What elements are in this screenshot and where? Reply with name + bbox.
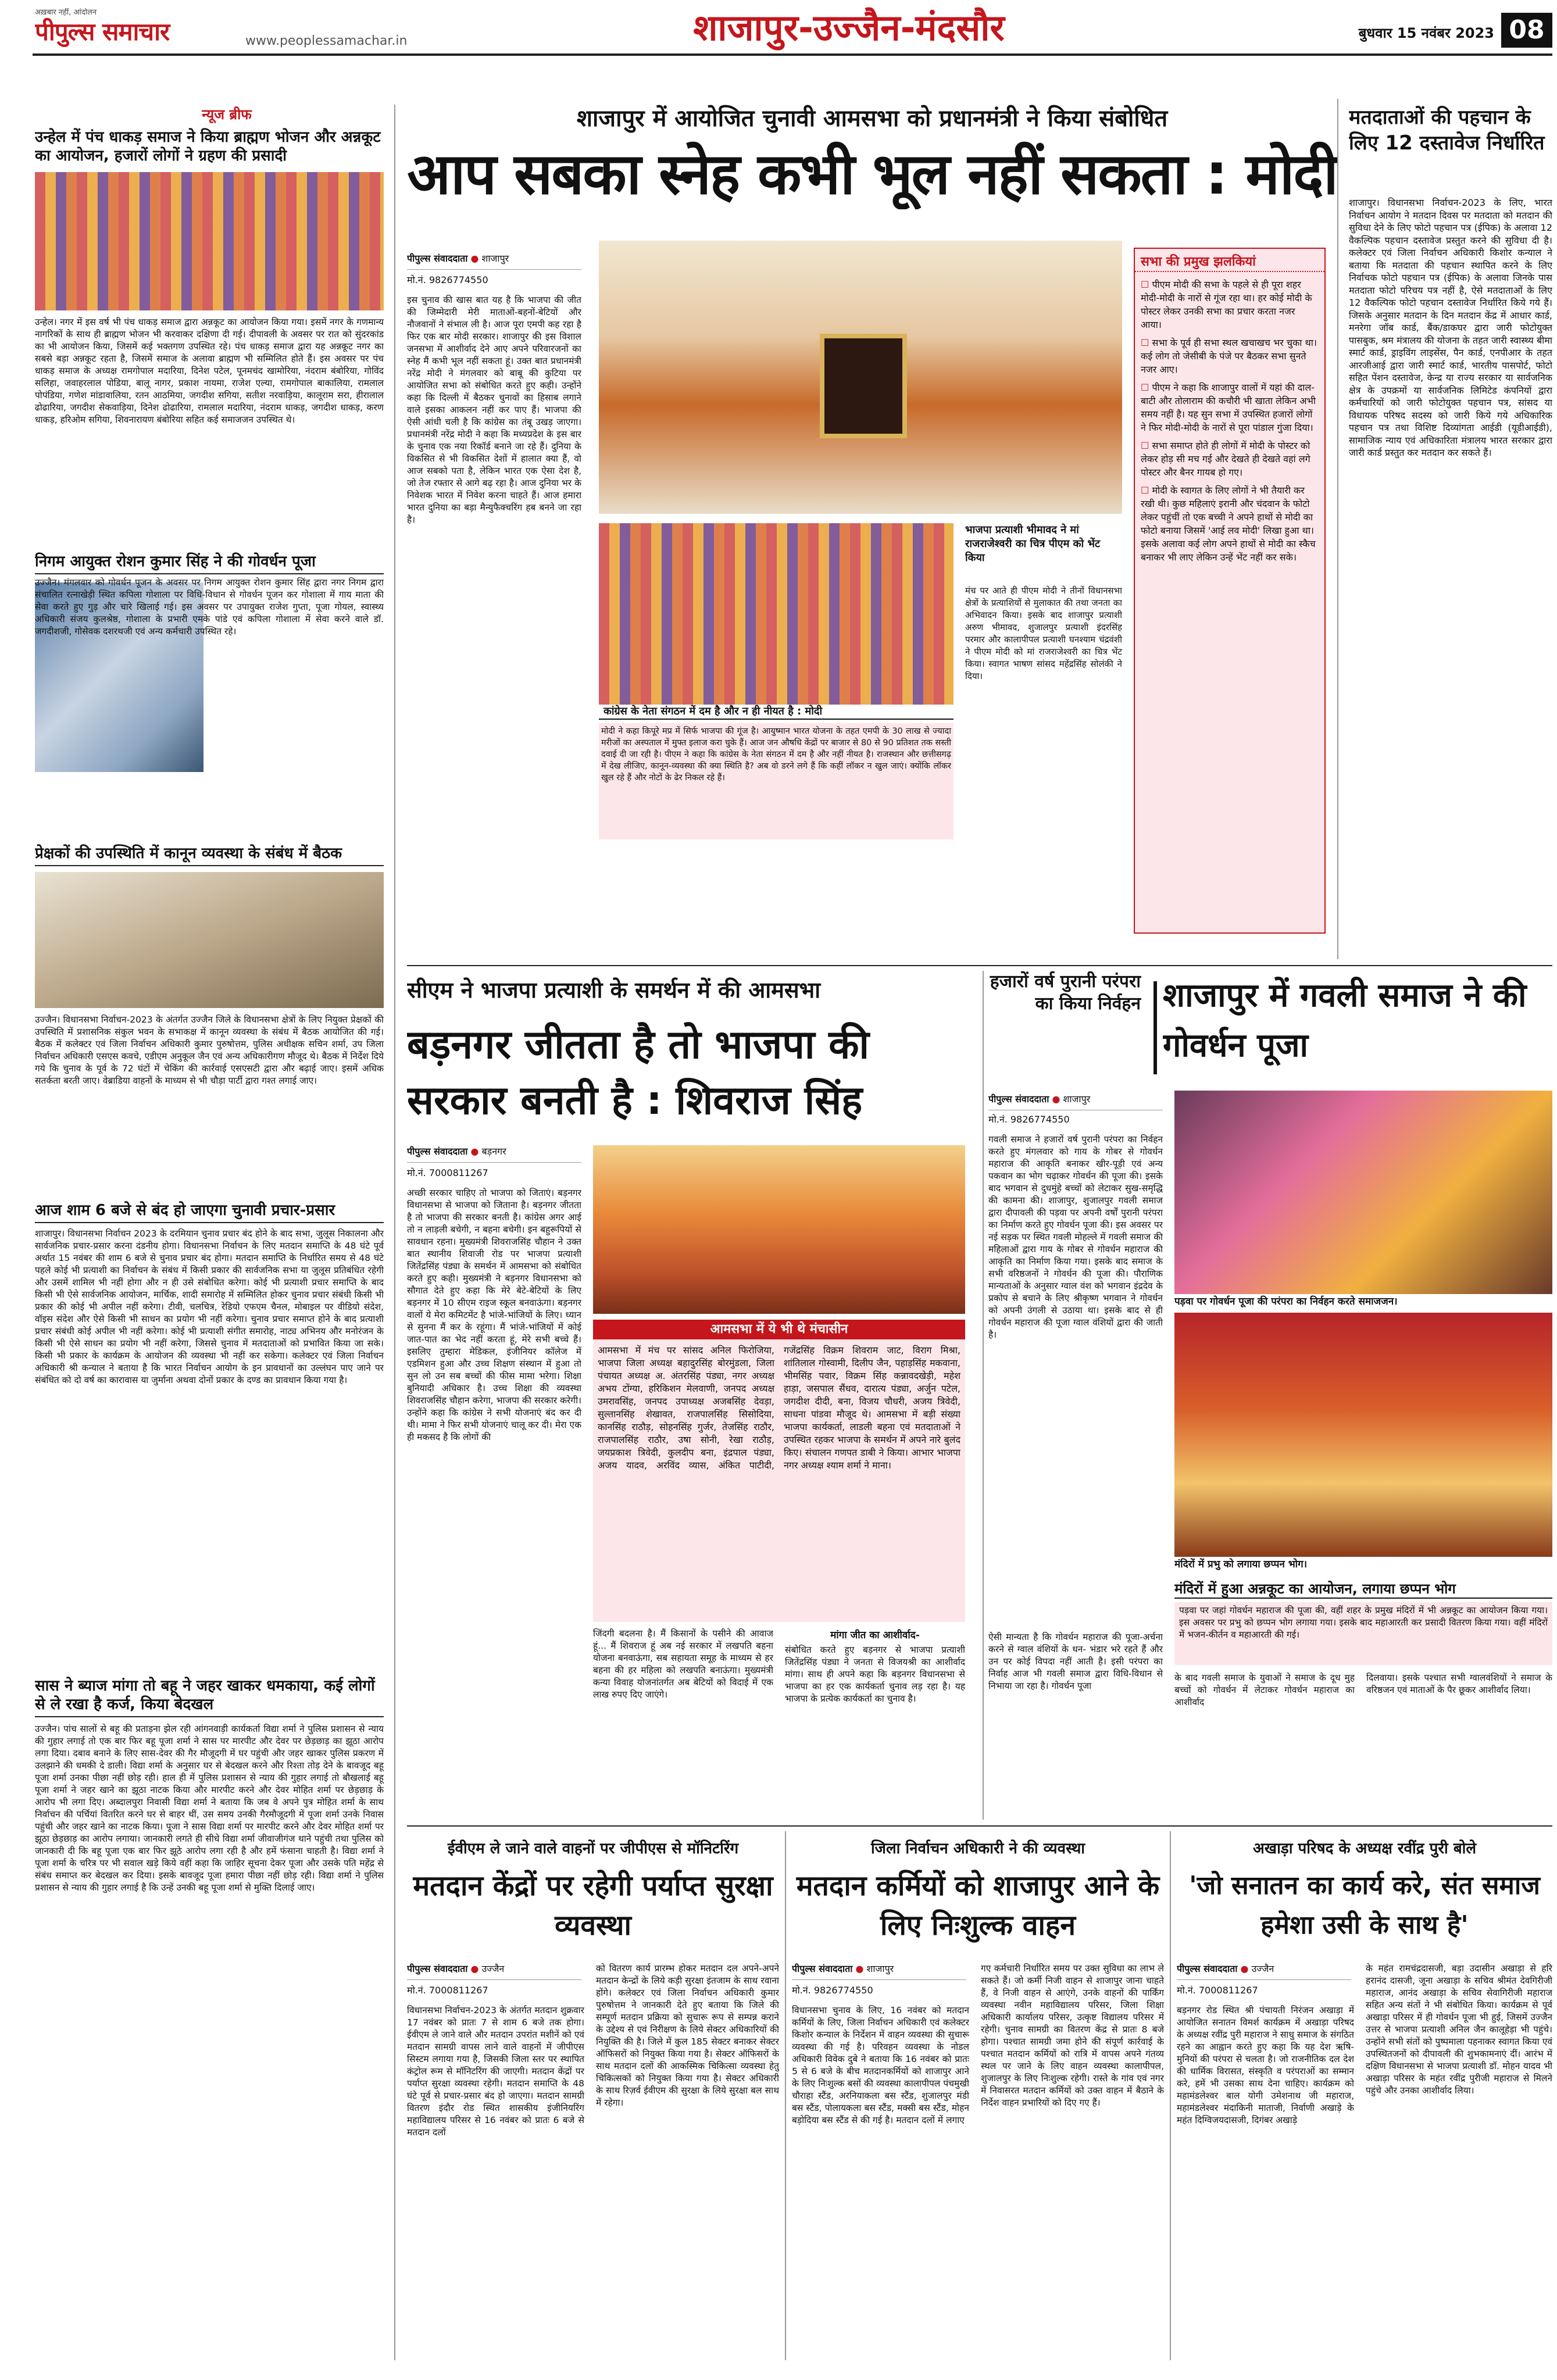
akhada-col2: के महंत रामचंद्रदासजी, बड़ा उदासीन अखाड़ा से हरि हरानंद दासजी, जूना अखाड़ा के सचिव श्रीमंत देवगिरीजी महाराज, आनंद अखाड़ा के सचिव सेवागिरीजी महाराज सहित अन्य संतों ने भी संबोधित किया। कार्यक्रम से पूर्व अखाड़ा परिसर में ही गोवर्धन पूजा भी हुई, जिसमें उज्जैन उत्तर से भाजपा प्रत्याशी अनिल जैन कालूहेड़ा भी पहुंचे। उन्होंने सभी संतों को पुष्पमाला पहनाकर स्वागत किया एवं उपस्थितजनों को दीपावली की शुभकामनाएं दीं। आरंभ में दक्षिण विधानसभा से भाजपा प्रत्याशी डॉ. मोहन यादव भी अखाड़ा परिसर के महंत रवींद्र पुरीजी महाराज से मिलने पहुंचे और उनका आशीर्वाद लिया। — [1366, 1963, 1552, 2096]
badnagar-byline — [407, 1145, 581, 1163]
portrait-frame-icon — [820, 334, 907, 438]
gawli-col1: गवली समाज ने हजारों वर्ष पुरानी परंपरा का निर्वहन करते हुए मंगलवार को गाय के गोबर से गोवर्धन महाराज की आकृति बनाकर खीर-पूड़ी एवं अन्य पकवान का भोग चढ़ाकर गोवर्धन की पूजा की। इसके बाद भगवान से दुधमुंहे बच्चों को लेटाकर सुख-समृद्धि की कामना की। शाजापुर, शुजालपुर गवली समाज द्वारा दीपावली की पड़वा पर अपनी वर्षों पुरानी परंपरा का निर्माण करते हुए गोवर्धन पूजा की। इस अवसर पर नई सड़क पर स्थित गवली मोहल्ले में गवली समाज की महिलाओं द्वारा गाय के गोबर से गोवर्धन महाराज की आकृति का निर्माण किया गया। इसके बाद समाज के सभी वरिष्ठजनों ने गोवर्धन की पूजा की। पौराणिक मान्यताओं के अनुसार ग्वाल वंश को भगवान इंद्रदेव के प्रकोप से बचाने के लिए श्रीकृष्ण भगवान ने गोवर्धन को अपनी उंगली से उठाया था। इसके बाद से ही गोवर्धन महाराज की पूजा ग्वाल वंशियों द्वारा की जाती है। — [988, 1134, 1163, 1340]
byline-dot-icon: ● — [1240, 1963, 1249, 1974]
akhada-mobile: मो.नं. 7000811267 — [1177, 1985, 1258, 1996]
gawli-photo2-caption: मंदिरों में प्रभु को लगाया छप्पन भोग। — [1174, 1559, 1308, 1570]
akhada-headline: 'जो सनातन का कार्य करे, संत समाज हमेशा उसी के साथ है' — [1189, 1871, 1540, 1940]
left-column-divider — [394, 105, 395, 2360]
right-headline: मतदाताओं की पहचान के लिए 12 दस्तावेज निर्धारित — [1349, 106, 1545, 155]
gawli-mobile: मो.नं. 9826774550 — [988, 1114, 1070, 1125]
gawli-photo1 — [1174, 1091, 1552, 1294]
akhada-divider — [1170, 1831, 1171, 2360]
right-body: शाजापुर। विधानसभा निर्वाचन-2023 के लिए, भारत निर्वाचन आयोग ने मतदान दिवस पर मतदाता को मतदान की सुविधा देने के लिए फोटो पहचान पत्र (ईपिक) के अलावा 12 वैकल्पिक पहचान दस्तावेज प्रस्तुत करने की सुविधा दी है। कलेक्टर एवं जिला निर्वाचन अधिकारी किशोर कन्याल ने बताया कि मतदाता की पहचान स्थापित करने के लिए निर्वाचक फोटो पहचान पत्र (ईपिक) के अलावा जिनके पास मतदाता फोटो परिचय पत्र नहीं है, ऐसे मतदाताओं के लिए 12 वैकल्पिक फोटो पहचान दस्तावेज निर्धारित किये गये हैं। जिसके अनुसार मतदान के दिन मतदान केंद्र में आधार कार्ड, मनरेगा जॉब कार्ड, बैंक/डाकघर द्वारा जारी फोटोयुक्त पासबुक, श्रम मंत्रालय की योजना के तहत जारी स्वास्थ्य बीमा स्मार्ट कार्ड, ड्राइविंग लाइसेंस, पैन कार्ड, एनपीआर के तहत आरजीआई द्वारा जारी स्मार्ट कार्ड, भारतीय पासपोर्ट, फोटो सहित पेंशन दस्तावेज, केन्द्र या राज्य सरकार या सार्वजनिक क्षेत्र के उपक्रमों या सार्वजनिक लिमिटेड कंपनियों द्वारा कर्मचारियों को जारी फोटोयुक्त पहचान पत्र, सांसद या विधायक परिषद सदस्य को जारी किये गये अधिकारिक पहचान पत्र तथा विशिष्ट दिव्यांगता आईडी (यूडीआईडी), सामाजिक न्याय एवं अधिकारिता मंत्रालय भारत सरकार द्वारा जारी कार्ड प्रस्तुत कर मतदान कर सकते हैं। — [1349, 197, 1552, 458]
byline-dot-icon: ● — [855, 1963, 864, 1974]
checkbox-icon: ☐ — [1141, 440, 1152, 451]
lead-byline — [407, 252, 581, 270]
highlight-item: ☐ पीएम ने कहा कि शाजापुर वालों में यहां की दाल-बाटी और तोलाराम की कचौरी भी खाता लेकिन अभी समय नहीं है। यह सुन सभा में उपस्थित हजारों लोगों ने फिर मोदी-मोदी के नारों से पूरा पांडाल गुंजा दिया। — [1141, 382, 1316, 433]
highlight-item: ☐ सभा समाप्त होते ही लोगों में मोदी के पोस्टर को लेकर होड़ सी मच गई और देखते ही देखते वहां लगे पोस्टर और बैनर गायब हो गए। — [1141, 440, 1310, 478]
brief2-headline: निगम आयुक्त रोशन कुमार सिंह ने की गोवर्धन पूजा — [35, 552, 384, 574]
edition-title: शाजापुर-उज्जैन-मंदसौर — [693, 6, 1005, 49]
akhada-story — [1177, 1831, 1552, 2366]
gawli-sub-headline: मंदिरों में हुआ अन्नकूट का आयोजन, लगाया छप्पन भोग — [1174, 1579, 1552, 1599]
brief1-photo — [35, 172, 384, 310]
lead-photo-crowd — [599, 523, 954, 705]
section-rule-2 — [407, 1825, 1552, 1827]
checkbox-icon: ☐ — [1141, 485, 1152, 496]
stage-box — [593, 1320, 965, 1622]
evm-byline-place: उज्जैन — [481, 1963, 505, 1974]
brief5-body: उज्जैन। पांच सालों से बहू की प्रताड़ना झेल रही आंगनवाड़ी कार्यकर्ता विद्या शर्मा ने पुलिस प्रशासन से न्याय की गुहार लगाई तो एक बार फिर बहू पूजा शर्मा ने सास पर मारपीट और देवर पर छेड़छाड़ का झूठा आरोप लगा दिया। दबाव बनाने के लिए सास-देवर की गैर मौजूदगी में घर पहुंची और जहर खाकर पुलिस प्रकरण में उलझाने की धमकी दे डाली। विद्या शर्मा के अनुसार घर से बेदखल करने और रिश्ता तोड़ देने के बावजूद बहू पूजा शर्मा उनका पीछा नहीं छोड़ रही। हाल ही में पुलिस प्रशासन से न्याय की गुहार लगाई तो बौखलाई बहू पूजा शर्मा ने जहर खाने का झूठा नाटक किया और मारपीट करने और देवर मोहित शर्मा पर छेड़छाड़ के आरोप भी लगा दिए। अब्दालपुरा निवासी विद्या शर्मा ने बताया कि जब वे अपने पुत्र मोहित शर्मा के साथ निर्वाचन की पर्चियां वितरित करने घर से बाहर थीं, उस समय उनकी गैरमौजूदगी में पूजा शर्मा उनके निवास पहुंची और जहर खाने का नाटक किया। पूजा ने सास विद्या शर्मा पर मारपीट करने और देवर मोहित शर्मा पर झूठा छेड़छाड़ का आरोप लगाया। जानकारी लगते ही सीधे विद्या शर्मा जीवाजीगंज थाने पहुंची तथा पुलिस को जानकारी दी कि बहू पूजा एक बार फिर झूठे आरोप लगा रही है और हमें फंसाना चाहती है। विद्या शर्मा ने पूजा शर्मा के चरित्र पर भी सवाल खड़े किये वहीं कहा कि जाहिर सूचना देकर पूजा और उसके पति महेंद्र से संबंध समाप्त कर बेदखल कर दिया। इसके बावजूद पूजा हमारा पीछा नहीं छोड़ रही। विद्या शर्मा ने पुलिस प्रशासन से न्याय की गुहार लगाई है कि उन्हें उनकी बहू पूजा शर्मा से मुक्ति दिलाई जाए। — [35, 1724, 384, 1893]
gawli-col2: ऐसी मान्यता है कि गोवर्धन महाराज की पूजा-अर्चना करने से ग्वाल वंशियों के धन- भंडार भरे रहते हैं और उन पर कोई विपदा नहीं आती है। इसी परंपरा का निर्वाह आज भी गवली समाज द्वारा विधि-विधान से निभाया जा रहा है। गोवर्धन पूजा — [988, 1632, 1163, 1691]
vehicle-byline — [792, 1963, 966, 1980]
gawli-byline — [988, 1093, 1163, 1110]
news-brief-label: न्यूज ब्रीफ — [202, 106, 252, 123]
brief1-body: उन्हेल। नगर में इस वर्ष भी पंच धाकड़ समाज द्वारा अन्नकूट का आयोजन किया गया। इसमें नगर के गणमान्य नागरिकों के साथ ही ब्राह्मण भोजन भी करवाकर दक्षिणा दी गई। दीपावली के अवसर पर रात को सुंदरकांड का भी आयोजन किया, जिसमें कई भक्तगण उपस्थित रहे। पंच धाकड़ समाज द्वारा यह अन्नकूट नगर का सबसे बड़ा अन्नकूट रहता है, जिसमें समाज के अलावा ब्राह्मण भी सम्मिलित होते हैं। इस अवसर पर पंच धाकड़ समाज के अध्यक्ष रामगोपाल मदारिया, दिनेश पटेल, पूनमचंद खामोरिया, नंदराम बंबोरिया, गोविंद सलिहा, जवाहरलाल पोडिया, बालू नागर, प्रकाश नायमा, राजेश एल्या, रामगोपाल बाकालिया, रामलाल पोपंडिया, गणेश मांडावालिया, रतन आठमिया, जगदीश सगिया, सतीश नरवाड़िया, कालूराम सरा, हीरालाल ढोढारिया, जगदीश सेकवाड़िया, दिनेश ढोढारिया, रामलाल मदारिया, नंदराम धाकड़, जगदीश धाकड़, करण धाकड़, हरिओम सगिया, शिवनारायण बंबोरिया सहित कई समाजजन उपस्थित थे। — [35, 317, 384, 425]
vehicle-divider — [785, 1831, 786, 2360]
evm-col1: विधानसभा निर्वाचन-2023 के अंतर्गत मतदान शुक्रवार 17 नवंबर को प्रातः 7 से शाम 6 बजे तक होगा। ईवीएम ले जाने वाले और मतदान उपरांत मशीनें को एवं मतदान सामग्री वापस लाने वाले वाहनों में जीपीएस सिस्टम लगाया गया है, जिसकी जिला स्तर पर स्थापित कंट्रोल रूम से मॉनिटरिंग की जाएगी। मतदान केंद्रों पर पर्याप्त सुरक्षा व्यवस्था रहेगी। मतदान समाप्ति के 48 घंटे पूर्व से प्रचार-प्रसार बंद हो जाएगा। मतदान सामग्री वितरण इंदौर रोड स्थित शासकीय इंजीनियरिंग महाविद्यालय परिसर से 16 नवंबर को प्रातः 6 बजे से मतदान दलों — [407, 2005, 584, 2138]
stage-box-title: आमसभा में ये भी थे मंचासीन — [593, 1320, 965, 1339]
badnagar-mobile: मो.नं. 7000811267 — [407, 1167, 488, 1178]
vehicle-byline-place: शाजापुर — [866, 1963, 894, 1974]
brief2-body: उज्जैन। मंगलवार को गोवर्धन पूजन के अवसर पर निगम आयुक्त रोशन कुमार सिंह द्वारा नगर निगम द्वारा संचालित रत्नाखेड़ी स्थित कपिला गोशाला पर विधि-विधान से गोवर्धन पूजन कर गोशाला में गाय माता की सेवा करते हुए गुड़ और चारे खिलाई गई। इस अवसर पर उपायुक्त राजेश गुप्ता, पूजा गोयल, स्वास्थ्य अधिकारी संजय कुलश्रेष्ठ, गोशाला के प्रभारी एमके पांडे एवं कपिला गोशाला में सेवा करने वाले डॉ. जगदीशजी, गोसेवक दशरथजी एवं अन्य कर्मचारी उपस्थित रहे। — [35, 577, 384, 637]
lead-photo2-caption-body: मंच पर आते ही पीएम मोदी ने तीनों विधानसभा क्षेत्रों के प्रत्याशियों से मुलाकात की तथा जनता का अभिवादन किया। इसके बाद शाजापुर प्रत्याशी अरुण भीमावद, शुजालपुर प्रत्याशी इंदरसिंह परमार और कालापीपल प्रत्याशी घनश्याम चंद्रवंशी ने पीएम मोदी को मां राजराजेश्वरी का चित्र भेंट किया। स्वागत भाषण सांसद महेंद्रसिंह सोलंकी ने दिया। — [965, 585, 1122, 681]
page-number: 08 — [1501, 13, 1552, 48]
brief3-photo — [35, 872, 384, 1008]
evm-story — [407, 1831, 779, 2366]
evm-kicker: ईवीएम ले जाने वाले वाहनों पर जीपीएस से मॉनिटरिंग — [447, 1840, 739, 1857]
vehicle-headline: मतदान कर्मियों को शाजापुर आने के लिए निःशुल्क वाहन — [796, 1870, 1160, 1942]
gawli-story — [988, 971, 1552, 1820]
gawli-sub-body: पड़वा पर जहां गोवर्धन महाराज की पूजा की, वहीं शहर के प्रमुख मंदिरों में भी अन्नकूट का आयोजन किया गया। इस अवसर पर प्रभु को छप्पन भोग लगाया गया। इसके बाद महाआरती कर प्रसादी वितरण किया गया। वहीं मंदिरों में भजन-कीर्तन व महाआरती की गई। — [1174, 1602, 1552, 1665]
highlights-title: सभा की प्रमुख झलकियां — [1135, 249, 1324, 272]
akhada-col1: बड़नगर रोड स्थित श्री पंचायती निरंजन अखाड़ा में आयोजित सनातन विमर्श कार्यक्रम में अखाड़ा परिषद के अध्यक्ष रवींद्र पुरी महाराज ने साधु समाज के संगठित रहने का आह्वान करते हुए कहा कि यह देश ऋषि-मुनियों की परंपरा से चलता है। जो राजनीतिक दल देश की धार्मिक विरासत, संस्कृति व परंपराओं का सम्मान करे, हमें भी उसका साथ देना चाहिए। कार्यक्रम को महामंडलेश्वर बाल योगी उमेशनाथ जी महाराज, महामंडलेश्वर मंदाकिनी माताजी, निर्वाणी अखाड़े के महंत दिग्विजयदासजी, दिगंबर अखाड़े — [1177, 2005, 1354, 2125]
right-column-divider — [1337, 99, 1338, 959]
vehicle-story — [792, 1831, 1164, 2366]
evm-col2: को वितरण कार्य प्रारम्भ होकर मतदान दल अपने-अपने मतदान केन्द्रों के लिये कड़ी सुरक्षा इंतजाम के साथ रवाना होंगे। कलेक्टर एवं जिला निर्वाचन अधिकारी कुमार पुरुषोत्तम ने जानकारी देते हुए बताया कि जिले की सम्पूर्ण मतदान प्रक्रिया को सुचारू रूप से सम्पन्न कराने के उद्देश्य से एवं निरीक्षण के लिये सेक्टर अधिकारियों की नियुक्ति की है। जिले में कुल 185 सेक्टर बनाकर सेक्टर ऑफिसरों को नियुक्त किया गया है। सेक्टर ऑफिसरों के साथ मतदान दलों की आकस्मिक चिकित्सा व्यवस्था हेतु चिकित्सकों को नियुक्त किया गया है। सेक्टर अधिकारी के साथ रिज़र्व ईवीएम की सुरक्षा के लिये सुरक्षा बल साथ में रहेगा। — [596, 1963, 779, 2108]
lead-photo1-caption: कांग्रेस के नेता संगठन में दम है और न ही नीयत है : मोदी — [599, 705, 954, 720]
badnagar-col1: अच्छी सरकार चाहिए तो भाजपा को जिताएं। बड़नगर विधानसभा से भाजपा को जिताना है। बड़नगर जीतता है तो भाजपा की सरकार बनती है। कांग्रेस अगर आई तो न लाड़ली बचेगी, न बहना बचेगी। इन बहुरूपियों से सावधान रहना। मुख्यमंत्री शिवराजसिंह चौहान ने उक्त बात स्थानीय शिवाजी रोड पर भाजपा प्रत्याशी जितेंद्रसिंह पंड्या के समर्थन में आमसभा को संबोधित करते हुए कही। मुख्यमंत्री ने बड़नगर विधानसभा को सौगात देते हुए कहा कि मेरे बेटे-बेटियों के लिए बड़नगर में 10 सीएम राइज स्कूल बनवाऊंगा। बड़नगर वालों ये मेरा कमिटमेंट है भांजे-भांजियों के लिए। ध्यान से सुनना मैं कर के रहूंगा। मैं भांजे-भांजियों में कोई जात-पात का भेद नहीं करता हूं, मेरे सभी बच्चे हैं। इसलिए तुम्हारा मेडिकल, इंजीनियर कॉलेज में एडमिशन हुआ और उच्च शिक्षण संस्थान में हुआ तो सुन लो उन सब बच्चों की फीस मामा भरेगा। शिक्षा बुनियादी अधिकार है। उच्च शिक्षा की व्यवस्था शिवराजसिंह चौहान करेगा, भाजपा की सरकार करेगी। उन्होंने कहा कि कांग्रेस ने सभी योजनाएं बंद कर दी थी। मामा ने फिर सभी योजनाएं चालू कर दी। मेरा एक ही मकसद है कि लोगों की — [407, 1188, 581, 1442]
evm-byline-source: पीपुल्स संवाददाता — [407, 1963, 468, 1974]
highlights-box — [1134, 248, 1326, 934]
checkbox-icon: ☐ — [1141, 279, 1152, 290]
byline-dot-icon: ● — [470, 1146, 479, 1157]
gawli-kicker: हजारों वर्ष पुरानी परंपरा का किया निर्वहन — [990, 971, 1141, 1014]
lead-kicker: शाजापुर में आयोजित चुनावी आमसभा को प्रधानमंत्री ने किया संबोधित — [576, 105, 1168, 132]
badnagar-col3-title: मांगा जीत का आशीर्वाद- — [830, 1629, 920, 1641]
badnagar-byline-source: पीपुल्स संवाददाता — [407, 1146, 468, 1157]
byline-dot-icon: ● — [470, 1963, 479, 1974]
site-url[interactable]: www.peoplessamachar.in — [245, 34, 408, 48]
right-column — [1349, 105, 1552, 959]
brief1-headline: उन्हेल में पंच धाकड़ समाज ने किया ब्राह्मण भोजन और अन्नकूट का आयोजन, हजारों लोगों ने ग्रहण की प्रसादी — [35, 128, 381, 165]
lead-byline-source: पीपुल्स संवाददाता — [407, 253, 468, 264]
lead-byline-place: शाजापुर — [481, 253, 509, 264]
highlight-item: ☐ मोदी के स्वागत के लिए लोगों ने भी तैयारी कर रखी थी। कुछ महिलाएं इरानी और चंदवान के फोटो लेकर पहुंचीं तो एक बच्ची ने अपने हाथों से मोदी का फोटो बनाया जिसमें 'आई लव मोदी' लिखा हुआ था। इसके अलावा कई लोग अपने हाथों से मोदी का स्कैच बनाकर भी लाए लेकिन उन्हें भेंट नहीं कर सके। — [1141, 485, 1316, 563]
vehicle-col2: गए कर्मचारी निर्धारित समय पर उक्त सुविधा का लाभ ले सकते हैं। जो कर्मी निजी वाहन से शाजापुर जाना चाहते हैं, वे निजी वाहन से आएंगे, उनके वाहनों की पार्किंग व्यवस्था नवीन महाविद्यालय परिसर, जिला शिक्षा अधिकारी कार्यालय परिसर, उत्कृष्ट विद्यालय परिसर में रहेगी। चुनाव सामग्री का वितरण केंद्र से प्रातः 8 बजे होगा। पश्चात सामग्री जमा होने की संपूर्ण कार्रवाई के पश्चात मतदान कर्मियों को रात्रि में वापस अपने गंतव्य स्थल पर जाने के लिए वाहन व्यवस्था कालापीपल, शुजालपुर के लिए निःशुल्क रहेगी। रास्ते के गांव एवं नगर में निवासरत मतदान कर्मियों को उक्त वाहन में बैठाने के निर्देश वाहन प्रभारियों को दिए गए हैं। — [981, 1963, 1164, 2108]
evm-byline — [407, 1963, 581, 1980]
lead-photo1-desc: मोदी ने कहा किपूरे मप्र में सिर्फ भाजपा की गूंज है। आयुष्मान भारत योजना के तहत एमपी के 30 लाख से ज्यादा मरीजों का अस्पताल में मुफ्त इलाज करा चुके हैं। आज जन औषधि केंद्रों पर बाजार से 80 से 90 प्रतिशत तक सस्ती दवाई दी जा रही है। पीएम ने कहा कि कांग्रेस के नेता संगठन में दम है और नहीं नीयत है। राजस्थान और छत्तीसगढ़ में देख लीजिए, कानून-व्यवस्था की क्या स्थिति है? अब वो डरने लगे हैं कि कहीं लॉकर न खुल जाएं। क्योंकि लॉकर खुल रहे हैं और नोटों के ढेर निकल रहे हैं। — [599, 723, 954, 839]
badnagar-byline-place: बड़नगर — [481, 1146, 506, 1157]
akhada-byline-source: पीपुल्स संवाददाता — [1177, 1963, 1238, 1974]
badnagar-photo — [593, 1145, 965, 1314]
vehicle-mobile: मो.नं. 9826774550 — [792, 1985, 873, 1996]
issue-date: बुधवार 15 नवंबर 2023 — [1358, 25, 1494, 41]
evm-mobile: मो.नं. 7000811267 — [407, 1985, 488, 1996]
gawli-photo2 — [1174, 1313, 1552, 1557]
highlight-item: ☐ पीएम मोदी की सभा के पहले से ही पूरा शहर मोदी-मोदी के नारों से गूंज रहा था। हर कोई मोदी के पोस्टर लेकर उनकी सभा का प्रचार करता नजर आया। — [1141, 279, 1312, 330]
badnagar-col3: संबोधित करते हुए बड़नगर से भाजपा प्रत्याशी जितेंद्रसिंह पंड्या ने जनता से विजयश्री का आशीर्वाद मांगा। साथ ही अपने कहा कि बड़नगर विधानसभा से भाजपा का हर एक कार्यकर्ता चुनाव लड़ रहा है। यह भाजपा के प्रत्येक कार्यकर्ता का चुनाव है। — [785, 1645, 965, 1704]
lead-photo-main — [599, 241, 1122, 514]
byline-dot-icon: ● — [470, 253, 479, 264]
evm-headline: मतदान केंद्रों पर रहेगी पर्याप्त सुरक्षा व्यवस्था — [413, 1870, 773, 1942]
checkbox-icon: ☐ — [1141, 382, 1152, 393]
brand-logo — [35, 8, 244, 50]
lead-col1: इस चुनाव की खास बात यह है कि भाजपा की जीत की जिम्मेदारी मेरी माताओं-बहनों-बेटियों और नौजवानों ने संभाल ली है। आज पूरा एमपी कह रहा है फिर एक बार मोदी सरकार। शाजापुर की इस विशाल जनसभा में आशीर्वाद देने आए अपने परिवारजनों का स्नेह मैं कभी भूल नहीं सकता हूं। उक्त बात प्रधानमंत्री नरेंद्र मोदी ने मंगलवार को बाबू की कुटिया पर आयोजित सभा को संबोधित करते हुए कही। उन्होंने कहा कि दिल्ली में बैठकर चुनावों का हिसाब लगाने वाले इसका आकलन नहीं कर पाए हैं। भाजपा की ऐसी आंधी चली है कि कांग्रेस का तंबू उखड़ जाएगा। प्रधानमंत्री नरेंद्र मोदी ने कहा कि मध्यप्रदेश के इस बार के चुनाव एक नया रिकॉर्ड बनाने जा रहे हैं। दुनिया के विकसित से भी विकसित देशों में हालात क्या हैं, वो आज सबको पता है, लेकिन भारत एक ऐसा देश है, जो तेज रफ्तार से आगे बढ़ रहा है। आज दुनिया भर के निवेशक भारत में निवेश करना चाहते हैं। आज हमारा भारत दुनिया का बड़ा मैन्युफैक्चरिंग हब बनने जा रहा है। — [407, 295, 581, 525]
masthead-rule — [33, 53, 1552, 56]
checkbox-icon: ☐ — [1141, 337, 1152, 348]
gawli-byline-place: शाजापुर — [1063, 1093, 1091, 1105]
brief4-body: शाजापुर। विधानसभा निर्वाचन 2023 के दरमियान चुनाव प्रचार बंद होने के बाद सभा, जुलूस निकालना और सार्वजनिक प्रचार-प्रसार करना दंडनीय होगा। विधानसभा निर्वाचन के लिए मतदान समाप्ति के 48 घंटे पूर्व अर्थात 15 नवंबर की शाम 6 बजे से चुनाव प्रचार बंद होगा। मतदान समाप्ति के निर्धारित समय से 48 घंटे पहले कोई भी प्रत्याशी का निर्वाचन के संबंध में किसी प्रकार की सार्वजनिक सभा या जुलूस प्रतिबंधित रहेगी और उसमें शामिल भी नहीं होगा और न ही उसे संबोधित करेगा। कोई भी प्रत्याशी प्रचार समाप्ति के बाद किसी भी ऐसे सार्वजनिक आयोजन, मार्चिक, शादी समारोह में सम्मिलित होकर चुनाव प्रचार संबंधी किसी भी प्रकार की कोई भी अपील नहीं करेगा। टीवी, चलचित्र, रेडियो एफएम चैनल, मोबाइल पर वीडियो संदेश, वॉइस संदेश और ऐसे किसी भी साधन का प्रयोग भी नहीं करेगा। चुनाव प्रचार समाप्त होने के बाद प्रत्याशी प्रचार संबंधी कोई अपील भी नहीं करेगा। कोई भी प्रत्याशी संगीत समारोह, नाट्य अभिनय और मनोरंजन के किसी भी ऐसे साधन का प्रयोग भी नहीं करेगा, जिससे चुनाव में मतदाताओं को प्रभावित किया जा सके। किसी भी प्रकार के कार्यक्रम के आयोजन की व्यवस्था भी नहीं कर सकेगा। कलेक्टर एवं जिला निर्वाचन अधिकारी श्री कन्याल ने बताया है कि भारत निर्वाचन आयोग के इन प्रावधानों का उल्लंघन पाए जाने पर संबंधित को दो वर्ष का कारावास या जुर्माना अथवा दोनों प्रकार के दण्ड का प्रावधान किया गया है। — [35, 1228, 384, 1385]
gawli-divider — [983, 971, 984, 1820]
brief4-headline: आज शाम 6 बजे से बंद हो जाएगा चुनावी प्रचार-प्रसार — [35, 1201, 384, 1223]
brand-tagline: अख़बार नहीं, आंदोलन — [35, 8, 97, 17]
section-rule-1 — [407, 965, 1552, 966]
left-column — [35, 105, 384, 2360]
akhada-byline-place: उज्जैन — [1251, 1963, 1274, 1974]
lead-mobile: मो.नं. 9826774550 — [407, 274, 488, 285]
highlight-item: ☐ सभा के पूर्व ही सभा स्थल खचाखच भर चुका था। कई लोग तो जेसीबी के पंजे पर बैठकर सभा सुनते नजर आए। — [1141, 337, 1317, 375]
brief5-headline: सास ने ब्याज मांगा तो बहू ने जहर खाकर धमकाया, कई लोगों से ले रखा है कर्ज, किया बेदखल — [35, 1677, 384, 1717]
gawli-byline-source: पीपुल्स संवाददाता — [988, 1093, 1049, 1105]
vehicle-kicker: जिला निर्वाचन अधिकारी ने की व्यवस्था — [870, 1840, 1085, 1857]
badnagar-kicker: सीएम ने भाजपा प्रत्याशी के समर्थन में की आमसभा — [407, 977, 821, 1003]
akhada-kicker: अखाड़ा परिषद के अध्यक्ष रवींद्र पुरी बोले — [1252, 1840, 1477, 1857]
brand-name: पीपुल्स समाचार — [35, 17, 170, 46]
brief3-body: उज्जैन। विधानसभा निर्वाचन-2023 के अंतर्गत उज्जैन जिले के विधानसभा क्षेत्रों के लिए नियुक्त प्रेक्षकों की उपस्थिति में प्रशासनिक संकुल भवन के सभाकक्ष में कानून व्यवस्था के संबंध में बैठक आयोजित की गई। बैठक में कलेक्टर एवं जिला निर्वाचन अधिकारी कुमार पुरुषोत्तम, पुलिस अधीक्षक सचिन शर्मा, उप जिला निर्वाचन अधिकारी एसएस कवचे, एडीएम अनुकूल जैन एवं अन्य अधिकारीगण मौजूद थे। बैठक में निर्देश दिये गये कि चुनाव के पूर्व के 72 घंटों में चेकिंग की कार्रवाई एसएसटी द्वारा और बढ़ाई जाए। इसमें अधिक सतर्कता बरती जाए। वेब्राडिया वाहनों के माध्यम से भी चौड़ा पार्टी द्वारा गश्त लगाई जाए। — [35, 1014, 384, 1086]
gawli-kicker-bar — [1154, 981, 1157, 1074]
badnagar-headline: बड़नगर जीतता है तो भाजपा की सरकार बनती है : शिवराज सिंह — [407, 1022, 870, 1124]
lead-headline: आप सबका स्नेह कभी भूल नहीं सकता : मोदी — [407, 141, 1337, 208]
lead-photo2-caption-title: भाजपा प्रत्याशी भीमावद ने मां राजराजेश्वरी का चित्र पीएम को भेंट किया — [965, 524, 1101, 564]
stage-box-body: आमसभा में मंच पर सांसद अनिल फिरोजिया, भाजपा जिला अध्यक्ष बहादुरसिंह बोरमुंडला, जिला पंचायत अध्यक्ष अ. अंतरसिंह पंड्या, नगर अध्यक्ष अभय टोंग्या, हरिकिशन मेलवाणी, जनपद अध्यक्ष उमरावसिंह, जनपद उपाध्यक्ष अजबसिंह देवड़ा, सुल्तानसिंह शेखावत, राजपालसिंह सिसोदिया, कानसिंह राठौड़, सोहनसिंह गुर्जर, तेजसिंह राठौर, राजपालसिंह राठौर, उषा सोनी, रेखा राठौड़, जयप्रकाश त्रिवेदी, कुलदीप बना, इंद्रपाल पंड्या, अजय यादव, अरविंद व्यास, अंकित पाटीदी, गजेंद्रसिंह विक्रम शिवराम जाट, विराग मिश्रा, शांतिलाल गोस्वामी, दिलीप जैन, पहाड़सिंह मकवाना, भीमसिंह पवार, विक्रम सिंह कन्नावदखेड़ी, महेश हाड़ा, जसपाल सैंधव, दारात्य पंड्या, अर्जुन पटेल, जगदीश दीदी, बना, विजय चौधरी, अजय त्रिवेदी, साधना पांडवा मौजूद थे। आमसभा में बड़ी संख्या भाजपा कार्यकर्ता, लाडली बहना एवं मतदाताओं ने उपस्थित रहकर भाजपा के समर्थन में अपने नारे बुलंद किए। संचालन गणपत डाबी ने किया। आभार भाजपा नगर अध्यक्ष श्याम शर्मा ने माना। — [598, 1345, 960, 1471]
vehicle-byline-source: पीपुल्स संवाददाता — [792, 1963, 853, 1974]
gawli-photo1-caption: पड़वा पर गोवर्धन पूजा की परंपरा का निर्वहन करते समाजजन। — [1174, 1296, 1398, 1307]
gawli-headline: शाजापुर में गवली समाज ने की गोवर्धन पूजा — [1163, 977, 1527, 1064]
vehicle-col1: विधानसभा चुनाव के लिए, 16 नवंबर को मतदान कर्मियों के लिए, जिला निर्वाचन अधिकारी एवं कलेक्टर किशोर कन्याल के निर्देशन में वाहन व्यवस्था की सुचारू व्यवस्था की गई है। परिवहन व्यवस्था के नोडल अधिकारी विवेक दुबे ने बताया कि 16 नवंबर को प्रातः 5 से 6 बजे के बीच मतदानकर्मियों को शाजापुर आने के लिए निःशुल्क बसों की व्यवस्था कालापीपल पंचमुखी चौराहा स्टैंड, अरनियाकला बस स्टैंड, शुजालपुर मंडी बस स्टैंड, पोलायकला बस स्टैंड, मक्सी बस स्टैंड, मोहन बड़ोदिया बस स्टैंड से की गई है। मतदान दलों में लगाए — [792, 2005, 969, 2125]
akhada-byline — [1177, 1963, 1351, 1980]
brief3-headline: प्रेक्षकों की उपस्थिति में कानून व्यवस्था के संबंध में बैठक — [35, 844, 384, 866]
masthead — [0, 0, 1557, 56]
highlights-list — [1141, 278, 1319, 929]
byline-dot-icon: ● — [1052, 1093, 1060, 1105]
gawli-col4: दिलवाया। इसके पश्चात सभी ग्वालवंशियों ने समाज के वरिष्ठजन एवं माताओं के पैर छूकर आशीर्वाद लिया। — [1366, 1673, 1552, 1695]
badnagar-col2: जिंदगी बदलना है। मैं किसानों के पसीने की आवाज हूं... मैं शिवराज हूं अब नई सरकार में लखपति बहना योजना बनवाऊंगा, सब सहायता समूह के माध्यम से हर बहना की हर महिला को लखपति बनाऊंगा। मुख्यमंत्री कन्या विवाह योजनांतर्गत अब बेटियों को विदाई में एक लाख रुपए दिए जाएंगे। — [593, 1628, 773, 1700]
gawli-col3: के बाद गवली समाज के युवाओं ने समाज के दूध मुह बच्चों को गोवर्धन में लेटाकर गोवर्धन महाराज का आशीर्वाद — [1174, 1673, 1355, 1707]
